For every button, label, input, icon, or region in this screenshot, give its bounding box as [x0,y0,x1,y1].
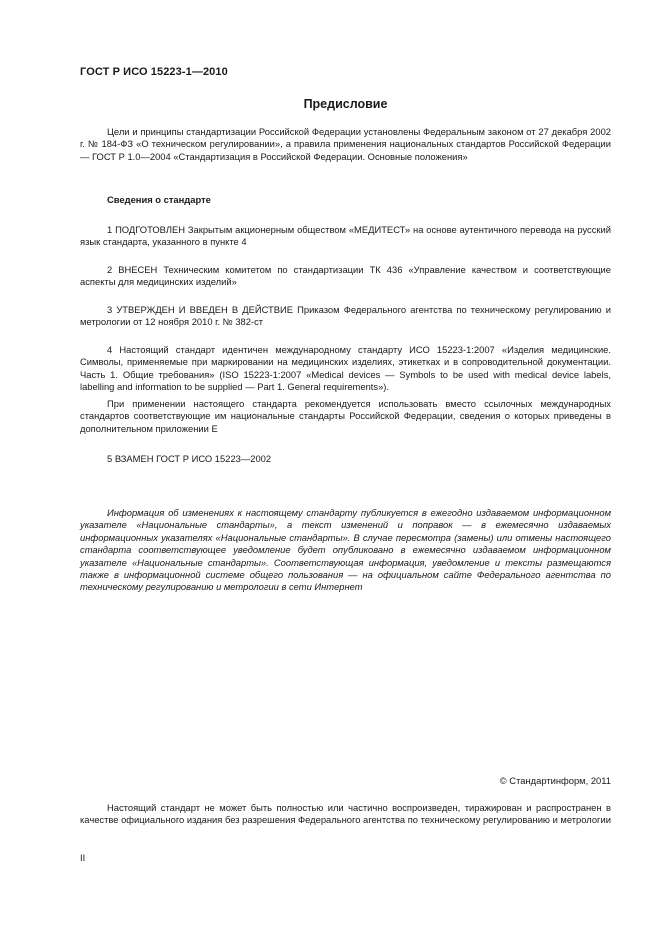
info-heading: Сведения о стандарте [107,194,211,205]
item-4: 4 Настоящий стандарт идентичен международному стандарту ИСО 15223-1:2007 «Изделия медицинские. Символы, применяемые при маркировании на медицинских изделиях, этикетках и в сопроводительной документации. Часть 1. Общие требования» (ISO 15223-1:2007 «Medical devices — Symbols to be used with medical device labels, labelling and information to be supplied — Part 1. General requirements»). [80,344,611,393]
page-title: Предисловие [303,97,388,111]
page-number: II [80,852,86,863]
copyright-line: © Стандартинформ, 2011 [499,775,611,786]
item-1: 1 ПОДГОТОВЛЕН Закрытым акционерным обществом «МЕДИТЕСТ» на основе аутентичного перевода на русский язык стандарта, указанного в пункте 4 [80,224,611,248]
item-2: 2 ВНЕСЕН Техническим комитетом по стандартизации ТК 436 «Управление качеством и соответствующие аспекты для медицинских изделий» [80,264,611,288]
item-3: 3 УТВЕРЖДЕН И ВВЕДЕН В ДЕЙСТВИЕ Приказом Федерального агентства по техническому регулированию и метрологии от 12 ноября 2010 г. № 382-ст [80,304,611,328]
rights-paragraph: Настоящий стандарт не может быть полностью или частично воспроизведен, тиражирован и распространен в качестве официального издания без разрешения Федерального агентства по техническому регулированию и метрологии [80,802,611,826]
item-5: 5 ВЗАМЕН ГОСТ Р ИСО 15223—2002 [107,453,272,464]
document-header: ГОСТ Р ИСО 15223-1—2010 [80,66,228,78]
notice-paragraph: Информация об изменениях к настоящему стандарту публикуется в ежегодно издаваемом информационном указателе «Национальные стандарты», а текст изменений и поправок — в ежемесячно издаваемых информационных указателях «Национальные стандарты». В случае пересмотра (замены) или отмены настоящего стандарта соответствующее уведомление будет опубликовано в ежемесячно издаваемом информационном указателе «Национальные стандарты». Соответствующая информация, уведомление и тексты размещаются также в информационной системе общего пользования — на официальном сайте Федерального агентства по техническому регулированию и метрологии в сети Интернет [80,507,611,593]
item-4-note: При применении настоящего стандарта рекомендуется использовать вместо ссылочных международных стандартов соответствующие им национальные стандарты Российской Федерации, сведения о которых приведены в дополнительном приложении Е [80,398,611,434]
intro-paragraph: Цели и принципы стандартизации Российской Федерации установлены Федеральным законом от 27 декабря 2002 г. № 184-ФЗ «О техническом регулировании», а правила применения национальных стандартов Российской Федерации — ГОСТ Р 1.0—2004 «Стандартизация в Российской Федерации. Основные положения» [80,126,611,162]
